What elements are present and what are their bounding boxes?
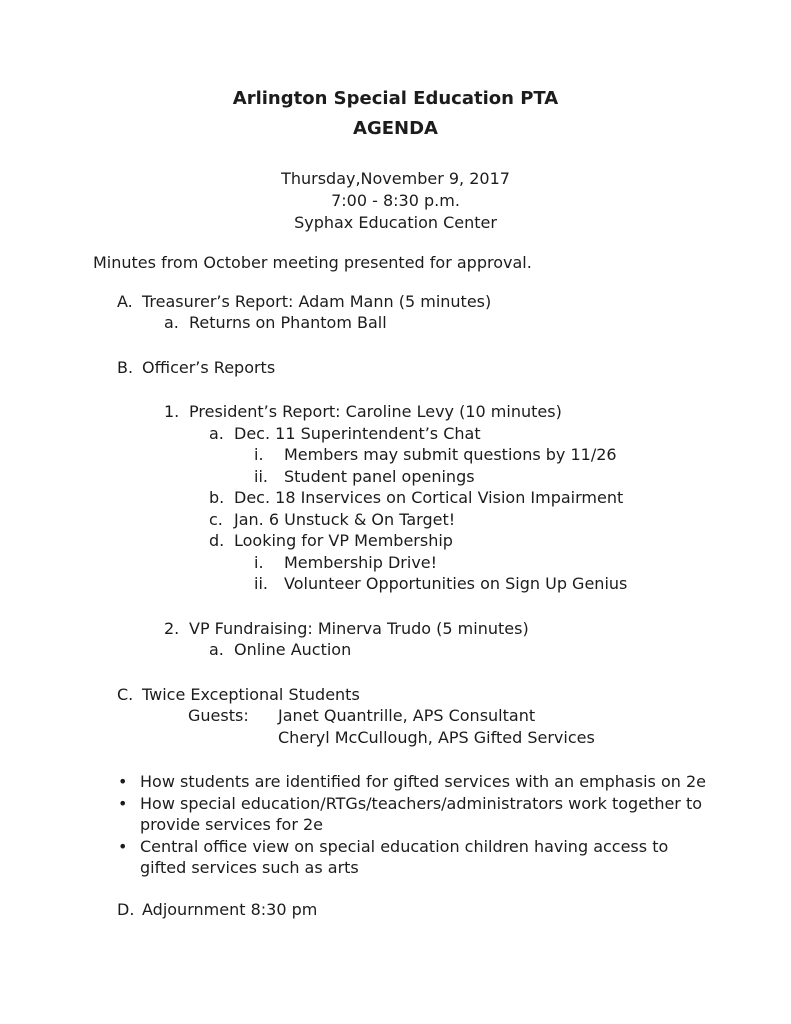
document-subtitle: AGENDA <box>353 118 438 139</box>
agenda-item <box>0 639 791 661</box>
bullet-icon: • <box>118 793 128 813</box>
line-text: Janet Quantrille, APS Consultant <box>278 706 536 725</box>
list-label: c. <box>209 509 223 529</box>
line-text: How students are identified for gifted services with an emphasis on 2e <box>140 772 706 791</box>
guest-line <box>0 727 791 749</box>
list-label: a. <box>209 640 224 659</box>
meeting-info <box>0 168 791 234</box>
list-label: i. <box>254 552 264 572</box>
line-text: Dec. 11 Superintendent’s Chat <box>234 423 481 443</box>
agenda-item <box>0 312 791 334</box>
list-label: ii. <box>254 574 268 593</box>
line-text: Cheryl McCullough, APS Gifted Services <box>278 727 595 747</box>
line-text: VP Fundraising: Minerva Trudo (5 minutes) <box>189 618 529 638</box>
list-label: d. <box>209 531 225 550</box>
line-text: Minutes from October meeting presented for approval. <box>93 253 532 272</box>
line-text: Central office view on special education children having access to <box>140 836 669 856</box>
bullet-icon: • <box>118 772 128 791</box>
agenda-item <box>0 466 791 488</box>
line-text: Online Auction <box>234 640 352 659</box>
agenda-item <box>0 552 791 574</box>
list-label: ii. <box>254 466 268 486</box>
agenda-item <box>0 684 791 706</box>
line-text: Twice Exceptional Students <box>142 684 360 704</box>
list-label: B. <box>117 357 134 377</box>
agenda-item <box>0 899 791 921</box>
agenda-item <box>0 487 791 509</box>
agenda-item <box>0 423 791 445</box>
list-label: 2. <box>164 618 180 638</box>
line-text: Jan. 6 Unstuck & On Target! <box>234 509 456 529</box>
line-text: Returns on Phantom Ball <box>189 313 387 332</box>
line-text: Membership Drive! <box>284 552 438 572</box>
list-label: b. <box>209 488 225 507</box>
line-text: Student panel openings <box>284 466 475 486</box>
agenda-item <box>0 444 791 466</box>
agenda-item <box>0 401 791 423</box>
line-text: Members may submit questions by 11/26 <box>284 445 617 464</box>
list-label: i. <box>254 445 264 464</box>
line-text: Adjournment 8:30 pm <box>142 899 318 919</box>
meeting-date: Thursday,November 9, 2017 <box>281 169 510 188</box>
guest-line <box>0 705 791 727</box>
meeting-location: Syphax Education Center <box>294 213 497 232</box>
list-label: a. <box>209 423 224 443</box>
agenda-body <box>0 252 791 920</box>
document-title: Arlington Special Education PTA <box>232 88 559 109</box>
list-label: a. <box>164 313 179 332</box>
agenda-item <box>0 509 791 531</box>
guests-label: Guests: <box>188 706 249 725</box>
document-header <box>0 0 791 144</box>
line-text: How special education/RTGs/teachers/administrators work together to <box>140 793 703 813</box>
meeting-time: 7:00 - 8:30 p.m. <box>331 191 460 210</box>
list-label: A. <box>117 291 133 311</box>
line-text: President’s Report: Caroline Levy (10 minutes) <box>189 402 562 421</box>
agenda-item <box>0 618 791 640</box>
line-text: Volunteer Opportunities on Sign Up Genius <box>284 574 628 593</box>
line-text: Dec. 18 Inservices on Cortical Vision Impairment <box>234 488 624 507</box>
list-label: 1. <box>164 402 180 421</box>
bullet-item <box>0 771 791 793</box>
agenda-item <box>0 530 791 552</box>
line-text: provide services for 2e <box>140 815 324 834</box>
agenda-item <box>0 573 791 595</box>
agenda-item <box>0 291 791 313</box>
intro-line <box>0 252 791 274</box>
agenda-item <box>0 357 791 379</box>
list-label: C. <box>117 684 134 704</box>
bullet-item <box>0 836 791 879</box>
line-text: Officer’s Reports <box>142 357 276 377</box>
bullet-icon: • <box>118 836 128 856</box>
line-text: Treasurer’s Report: Adam Mann (5 minutes) <box>142 291 492 311</box>
bullet-item <box>0 793 791 836</box>
line-text: Looking for VP Membership <box>234 531 453 550</box>
list-label: D. <box>117 899 135 919</box>
line-text: gifted services such as arts <box>140 858 359 877</box>
